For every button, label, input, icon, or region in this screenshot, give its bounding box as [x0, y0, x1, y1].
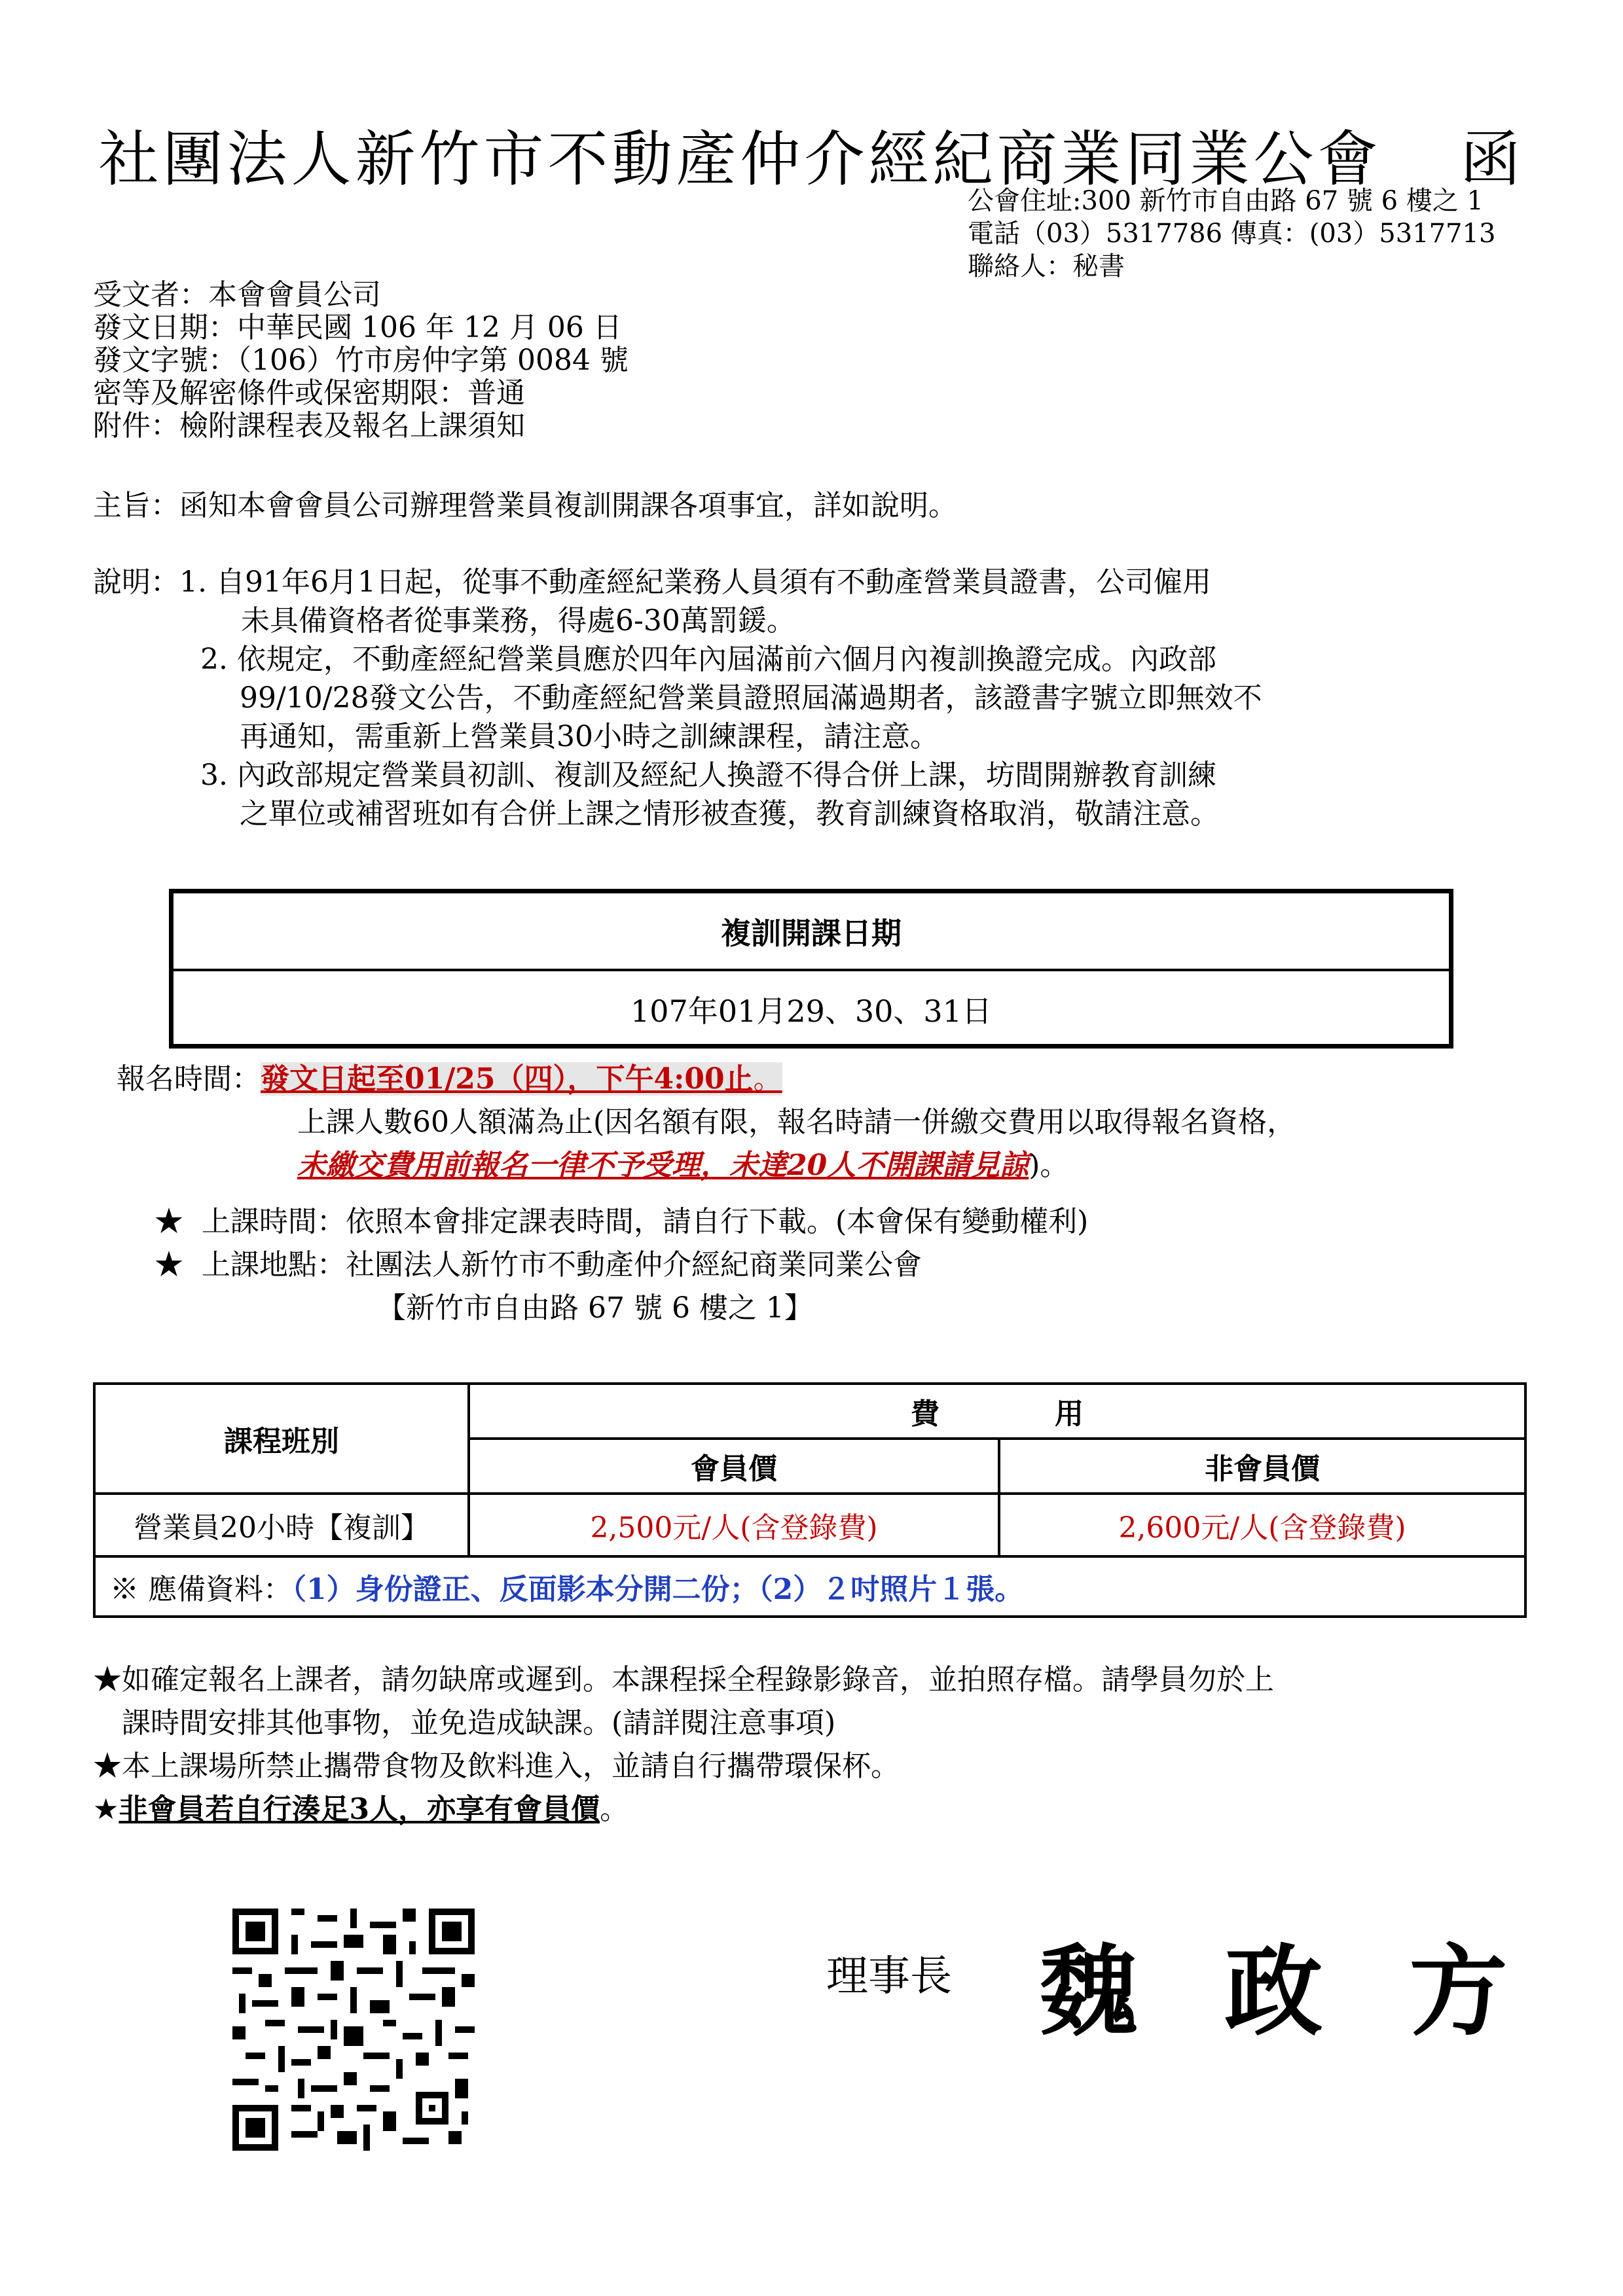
- subject-line: 主旨：函知本會會員公司辦理營業員複訓開課各項事宜，詳如說明。: [93, 489, 957, 522]
- col-member-header: 會員價: [469, 1439, 999, 1494]
- row-class-cell: 營業員20小時【複訓】: [94, 1494, 469, 1556]
- org-title: 社團法人新竹市不動產仲介經紀商業同業公會: [98, 124, 1382, 194]
- meta-recipient: 受文者：本會會員公司: [93, 278, 381, 312]
- member-price-cell: 2,500元/人(含登錄費): [469, 1494, 999, 1556]
- schedule-time: 上課時間：依照本會排定課表時間，請自行下載。(本會保有變動權利): [201, 1205, 1089, 1238]
- col-fee-header: 費 用: [469, 1384, 1525, 1439]
- signature-title: 理事長: [826, 1952, 952, 2001]
- course-date-box: [169, 889, 1453, 1049]
- footnote-3: 非會員若自行湊足3人，亦享有會員價: [119, 1793, 600, 1826]
- note-2c: 再通知，需重新上營業員30小時之訓練課程，請注意。: [240, 720, 939, 753]
- registration-warning: 未繳交費用前報名一律不予受理，未達20人不開課請見諒: [297, 1149, 1029, 1182]
- schedule-address: 【新竹市自由路 67 號 6 樓之 1】: [377, 1291, 813, 1325]
- meta-date: 發文日期：中華民國 106 年 12 月 06 日: [93, 311, 622, 344]
- star-icon: ★: [155, 1205, 183, 1238]
- contact-block: [968, 185, 1495, 283]
- registration-capacity: 上課人數60人額滿為止(因名額有限，報名時請一併繳交費用以取得報名資格，: [297, 1105, 1296, 1139]
- required-docs-text: （1）身份證正、反面影本分開二份；（2）２吋照片１張。: [292, 1573, 1024, 1606]
- schedule-place: 上課地點：社團法人新竹市不動產仲介經紀商業同業公會: [201, 1248, 922, 1282]
- note-1a: 1. 自91年6月1日起，從事不動產經紀業務人員須有不動產營業員證書，公司僱用: [179, 565, 1211, 599]
- registration-period: 發文日起至01/25（四），下午4:00止: [261, 1062, 754, 1096]
- footnote-2: ★本上課場所禁止攜帶食物及飲料進入，並請自行攜帶環保杯。: [93, 1749, 900, 1783]
- star-icon: ★: [155, 1248, 183, 1282]
- fee-table: [93, 1382, 1527, 1618]
- star-icon: ★: [93, 1793, 119, 1826]
- qr-code-image: [232, 1909, 475, 2151]
- col-class-header: 課程班別: [94, 1384, 469, 1494]
- note-2b: 99/10/28發文公告，不動產經紀營業員證照屆滿過期者，該證書字號立即無效不: [240, 681, 1262, 715]
- contact-phone: 電話（03）5317786 傳真：(03）5317713: [968, 219, 1496, 249]
- footnote-1b: 課時間安排其他事物，並免造成缺課。(請詳閱注意事項): [122, 1706, 836, 1740]
- col-nonmember-header: 非會員價: [999, 1439, 1525, 1494]
- course-date-value: 107年01月29、30、31日: [630, 993, 992, 1029]
- signature-name: 魏 政 方: [1040, 1934, 1534, 2049]
- meta-block: [93, 279, 629, 442]
- schedule-block: [155, 1200, 1088, 1330]
- registration-period-end: 。: [753, 1062, 782, 1096]
- note-3b: 之單位或補習班如有合併上課之情形被查獲，教育訓練資格取消，敬請注意。: [240, 797, 1219, 831]
- course-date-heading: 複訓開課日期: [173, 893, 1449, 971]
- required-docs-row: [94, 1556, 1525, 1617]
- notes-block: [93, 563, 1262, 833]
- note-3a: 3. 內政部規定營業員初訓、複訓及經紀人換證不得合併上課，坊間開辦教育訓練: [200, 759, 1216, 792]
- registration-block: [117, 1058, 1296, 1187]
- doc-type: 函: [1460, 124, 1525, 194]
- notes-label: 說明：: [93, 565, 179, 599]
- footnote-1a: ★如確定報名上課者，請勿缺席或遲到。本課程採全程錄影錄音，並拍照存檔。請學員勿於上: [93, 1663, 1274, 1696]
- meta-number: 發文字號：（106）竹市房仲字第 0084 號: [93, 344, 629, 377]
- registration-warning-end: )。: [1029, 1149, 1069, 1182]
- meta-security: 密等及解密條件或保密期限：普通: [93, 376, 525, 410]
- nonmember-price-cell: 2,600元/人(含登錄費): [999, 1494, 1525, 1556]
- footnotes-block: [93, 1659, 1274, 1831]
- note-1b: 未具備資格者從事業務，得處6-30萬罰鍰。: [241, 604, 795, 637]
- meta-attachment: 附件：檢附課程表及報名上課須知: [93, 409, 525, 442]
- footnote-3-end: 。: [600, 1793, 629, 1826]
- note-2a: 2. 依規定，不動產經紀營業員應於四年內屆滿前六個月內複訓換證完成。內政部: [200, 643, 1216, 676]
- required-docs-label: ※ 應備資料：: [110, 1573, 292, 1606]
- registration-label: 報名時間：: [117, 1062, 261, 1096]
- contact-person: 聯絡人：秘書: [968, 251, 1125, 281]
- contact-address: 公會住址:300 新竹市自由路 67 號 6 樓之 1: [968, 186, 1484, 216]
